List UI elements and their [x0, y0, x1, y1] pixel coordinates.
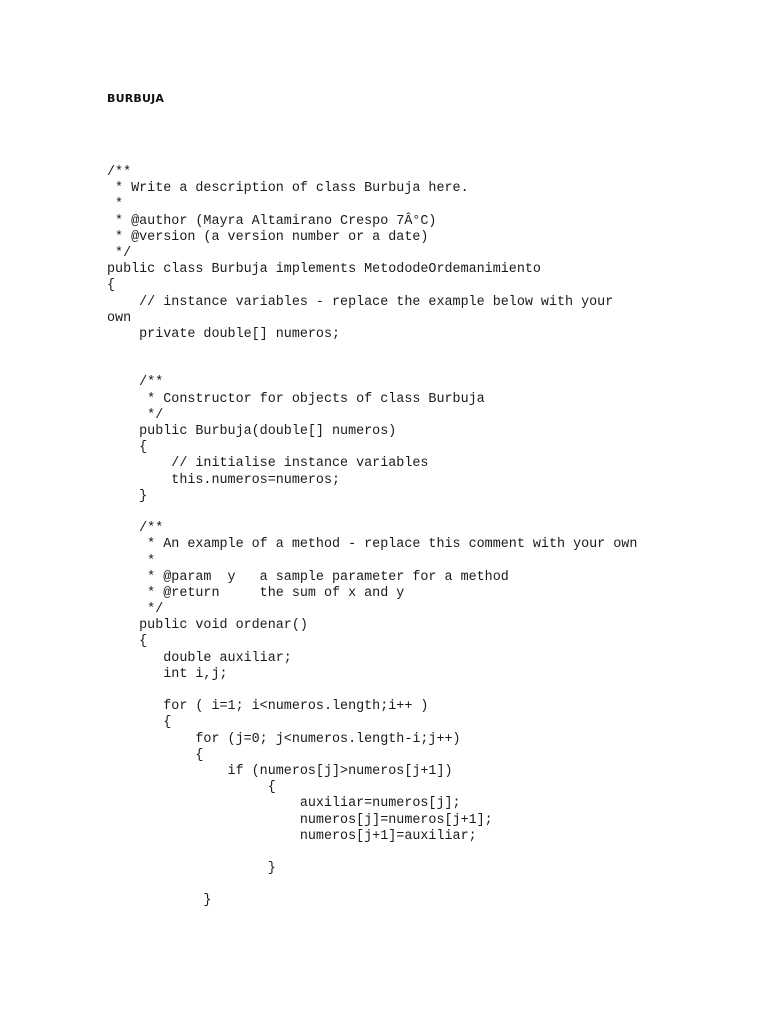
code-line [107, 359, 637, 375]
code-line: { [107, 440, 148, 456]
code-line: public void ordenar() [107, 618, 308, 634]
code-line: * [107, 553, 156, 569]
code-line: { [107, 278, 116, 294]
code-line: private double[] numeros; [107, 326, 341, 342]
code-line: * @author (Mayra Altamirano Crespo 7Â°C) [107, 213, 437, 229]
code-line [107, 683, 637, 699]
code-line: * Write a description of class Burbuja here. [107, 181, 469, 197]
code-line: /** [107, 375, 164, 391]
code-line: /** [107, 521, 164, 537]
code-line: public class Burbuja implements MetododeOrdemanimiento [107, 262, 541, 278]
code-line: { [107, 634, 148, 650]
code-line: */ [107, 602, 164, 618]
code-line: */ [107, 245, 132, 261]
code-line: if (numeros[j]>numeros[j+1]) [107, 763, 453, 779]
code-line: numeros[j+1]=auxiliar; [107, 828, 477, 844]
code-line: } [107, 893, 212, 909]
code-line: // initialise instance variables [107, 456, 429, 472]
code-line: for ( i=1; i<numeros.length;i++ ) [107, 699, 429, 715]
code-line: /** [107, 165, 132, 180]
code-line: for (j=0; j<numeros.length-i;j++) [107, 731, 461, 747]
code-line: double auxiliar; [107, 650, 292, 666]
code-line: * [107, 197, 124, 213]
code-line: own [107, 310, 132, 326]
code-line [107, 505, 637, 521]
code-line: numeros[j]=numeros[j+1]; [107, 812, 493, 828]
code-line: } [107, 861, 276, 877]
code-line: { [107, 780, 276, 796]
code-line: * An example of a method - replace this comment with your own [107, 537, 638, 553]
code-line: * @return the sum of x and y [107, 585, 405, 601]
code-line: */ [107, 407, 164, 423]
code-line [107, 877, 637, 893]
code-line: { [107, 715, 172, 731]
code-block [107, 165, 637, 910]
code-line [107, 845, 637, 861]
code-line [107, 343, 637, 359]
document-title: BURBUJA [107, 92, 165, 105]
code-line: * @version (a version number or a date) [107, 229, 429, 245]
code-line: this.numeros=numeros; [107, 472, 341, 488]
code-line: public Burbuja(double[] numeros) [107, 424, 397, 439]
code-line: { [107, 747, 204, 763]
code-line: * Constructor for objects of class Burbuja [107, 391, 485, 407]
code-line: * @param y a sample parameter for a method [107, 569, 509, 585]
code-line: } [107, 488, 148, 504]
code-line: int i,j; [107, 666, 228, 682]
code-line: // instance variables - replace the example below with your [107, 294, 614, 310]
code-line: auxiliar=numeros[j]; [107, 796, 461, 812]
